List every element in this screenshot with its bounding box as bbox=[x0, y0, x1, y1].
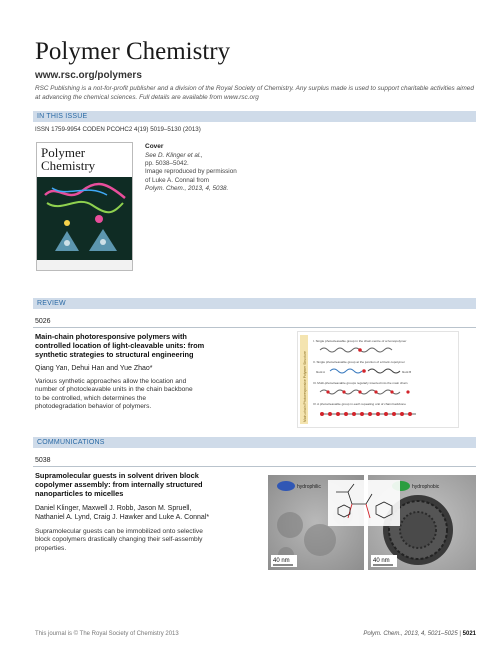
author-line: Nathaniel A. Lynd, Craig J. Hawker and Luke A. Connal* bbox=[35, 514, 210, 521]
cover-label: Cover bbox=[145, 143, 164, 150]
review-cleavable-unit bbox=[320, 412, 324, 416]
review-cleavable-unit bbox=[352, 412, 356, 416]
communications-heading: COMMUNICATIONS bbox=[37, 438, 105, 446]
hydrophilic-label: hydrophilic bbox=[297, 484, 321, 490]
review-page-number[interactable]: 5026 bbox=[35, 318, 51, 325]
author-line: Daniel Klinger, Maxwell J. Robb, Jason M. Spruell, bbox=[35, 505, 192, 512]
review-cleavable-unit bbox=[392, 412, 396, 416]
title-line: controlled location of light-cleavable units: from bbox=[35, 341, 205, 351]
title-line: synthetic strategies to structural engineering bbox=[35, 350, 194, 360]
description-line: properties. bbox=[35, 544, 67, 552]
review-cleavable-unit bbox=[384, 412, 388, 416]
communication-article-title[interactable] bbox=[35, 471, 280, 499]
review-heading: REVIEW bbox=[37, 299, 66, 307]
review-chain-2b bbox=[368, 369, 400, 373]
review-description bbox=[35, 378, 275, 411]
cover-footer bbox=[37, 260, 132, 270]
review-cleavable-unit bbox=[400, 412, 404, 416]
cover-caption-line: pp. 5038–5042. bbox=[145, 160, 189, 168]
issn-line: ISSN 1759-9954 CODEN PCOHC2 4(19) 5019–5130 (2013) bbox=[35, 126, 201, 133]
cover-image bbox=[36, 142, 133, 271]
review-cleavable-unit bbox=[368, 412, 372, 416]
review-cleavable-unit bbox=[358, 348, 362, 352]
review-cleavable-unit bbox=[376, 412, 380, 416]
tem-nanoparticle-inner bbox=[400, 512, 436, 548]
footer-page-number: 5021 bbox=[462, 631, 476, 637]
review-authors: Qiang Yan, Dehui Han and Yue Zhao* bbox=[35, 365, 153, 372]
journal-title: Polymer Chemistry bbox=[35, 38, 231, 65]
review-cleavable-unit bbox=[326, 390, 329, 393]
cover-caption bbox=[145, 152, 275, 193]
review-graphic-svg bbox=[298, 332, 458, 427]
description-line: Various synthetic approaches allow the location and bbox=[35, 378, 187, 385]
review-band bbox=[33, 298, 476, 309]
in-this-issue-heading: IN THIS ISSUE bbox=[37, 112, 88, 120]
journal-url[interactable]: www.rsc.org/polymers bbox=[35, 70, 142, 81]
cover-caption-line: Polym. Chem., 2013, 4, 5038. bbox=[145, 184, 229, 192]
review-block-label: block A bbox=[316, 370, 326, 374]
cover-artwork bbox=[37, 143, 132, 270]
cover-caption-line: See D. Klinger et al., bbox=[145, 152, 203, 159]
cover-caption-line: of Luke A. Connal from bbox=[145, 176, 210, 184]
footer-copyright: This journal is © The Royal Society of Chemistry 2013 bbox=[35, 631, 179, 637]
review-article-title[interactable] bbox=[35, 332, 280, 360]
communication-graphical-abstract bbox=[268, 470, 476, 570]
review-graphic-side-label: Main-chain Photoresponsive Polymer Structure bbox=[303, 351, 307, 422]
footer-citation-text: Polym. Chem., 2013, 4, 5021–5025 bbox=[363, 631, 458, 637]
scalebar-right-label: 40 nm bbox=[373, 558, 390, 564]
scalebar-left-label: 40 nm bbox=[273, 558, 290, 564]
review-rule bbox=[33, 327, 476, 328]
review-chain-2a bbox=[330, 369, 362, 373]
description-line: Supramolecular guests can be immobilized onto selective bbox=[35, 528, 203, 535]
communication-rule bbox=[33, 466, 476, 467]
title-line: Supramolecular guests in solvent driven block bbox=[35, 471, 199, 480]
review-graphic-caption: III. Multi-photocleavable groups regularly inserted into the main chain bbox=[313, 381, 408, 385]
review-cleavable-unit bbox=[328, 412, 332, 416]
description-line: number of photocleavable units in the chain backbone bbox=[35, 386, 193, 394]
hydrophilic-icon bbox=[277, 481, 295, 491]
review-cleavable-unit bbox=[358, 390, 361, 393]
review-graphic-caption: II. Single photocleavable group at the junction of a block copolymer bbox=[313, 360, 405, 364]
review-cleavable-unit bbox=[374, 390, 377, 393]
hydrophobic-label: hydrophobic bbox=[412, 484, 440, 490]
review-cleavable-unit bbox=[362, 369, 366, 373]
review-cleavable-unit bbox=[406, 390, 409, 393]
description-line: to be controlled, which determines the bbox=[35, 394, 147, 402]
review-graphic-caption: IV. A photocleavable group in each repeating unit of chain backbone bbox=[313, 402, 406, 406]
communications-band bbox=[33, 437, 476, 448]
review-cleavable-unit bbox=[342, 390, 345, 393]
molecule-structure-box bbox=[328, 480, 400, 526]
title-line: Main-chain photoresponsive polymers with bbox=[35, 332, 187, 341]
review-graphic-caption: I. Single photocleavable group in the chain centre of a homopolymer bbox=[313, 339, 407, 343]
description-line: block copolymers drastically changing their self-assembly bbox=[35, 536, 203, 544]
review-cleavable-unit bbox=[390, 390, 393, 393]
footer-separator: | bbox=[457, 631, 463, 637]
review-graphical-abstract bbox=[297, 331, 459, 428]
title-line: copolymer assembly: from internally structured bbox=[35, 480, 203, 490]
review-cleavable-unit bbox=[344, 412, 348, 416]
review-cleavable-unit bbox=[408, 412, 412, 416]
communication-authors bbox=[35, 504, 275, 522]
review-cleavable-unit bbox=[336, 412, 340, 416]
communication-page-number[interactable]: 5038 bbox=[35, 457, 51, 464]
communication-graphic-svg bbox=[268, 470, 476, 570]
review-chain-1 bbox=[320, 348, 392, 352]
cover-caption-line: Image reproduced by permission bbox=[145, 168, 237, 176]
communication-description bbox=[35, 528, 275, 553]
review-block-label: block B bbox=[402, 370, 412, 374]
title-line: nanoparticles to micelles bbox=[35, 489, 124, 499]
tem-particle bbox=[277, 512, 303, 538]
in-this-issue-band bbox=[33, 111, 476, 122]
review-cleavable-unit bbox=[360, 412, 364, 416]
journal-tagline: RSC Publishing is a not-for-profit publisher and a division of the Royal Society of Chemistry. Any surplus made is used to support charitable activities aimed at advancing the chemical sciences. Full details are available from www.rsc.org bbox=[35, 85, 474, 101]
description-line: photodegradation behavior of polymers. bbox=[35, 402, 152, 410]
tem-particle bbox=[304, 524, 336, 556]
cover-image-title: Polymer Chemistry bbox=[41, 145, 96, 173]
footer-citation bbox=[330, 631, 476, 637]
